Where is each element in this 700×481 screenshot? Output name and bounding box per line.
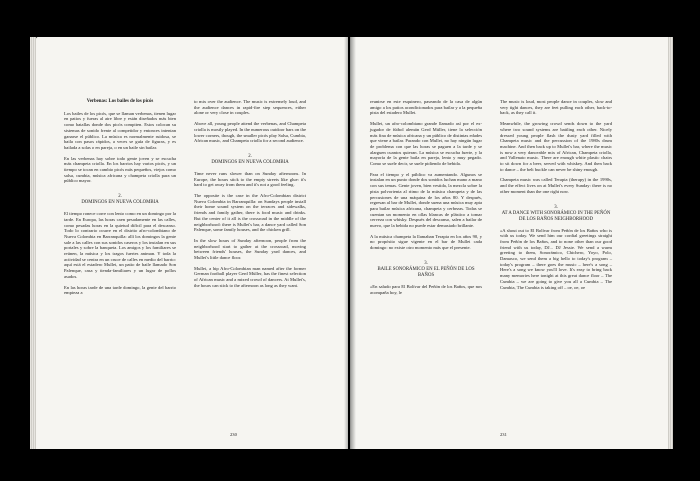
section-heading: 3. AT A DANCE WITH SONORÁMICO IN THE PEÑÓN DE LOS BAÑOS NEIGHBORHOOD [501, 204, 611, 222]
paragraph: Los bailes de los picós, que se llaman verbenas, tienen lugar en patios y fueras al aire libre y están diseñados más bien como batallas donde dos picós compiten. Estos colocan su sistemas de sonido frente al competidor y entonces intentan ganarse el público. La música es normalmente ruidosa, se baila con pasos rápidos, a veces se guía de figuras, y es bailada a solas o en pareja, o en un baile sin bailar. [64, 110, 176, 150]
paragraph: The music is loud, most people dance in couples, slow and very tight dances, they are feet pulling each other, back-to-back, as they call it. [500, 99, 612, 116]
right-page [350, 37, 668, 449]
section-heading: 3. BAILE SONORÁMICO EN EL PEÑÓN DE LOS BAÑOS [377, 260, 475, 278]
right-column-english [500, 99, 612, 295]
paragraph: reunirse en este esquinero, paseando de la casa de algún amigo a los patios acondicionados para bailar y a la pequeña pista del estadero Mullei. [370, 99, 482, 116]
paragraph: In the slow hours of Sunday afternoon, people from the neighborhood start to gather at the crossroad, moving between friends' houses, the Sunday yard dances, and Mullei's little dance floor. [194, 237, 306, 261]
page-number: 230 [230, 432, 237, 437]
paragraph: Mullei, a hip Afro-Colombian man named after the former German football player Gerd Müller, has the finest selection of African music and a mixed crowd of dancers. At Mullei's, the hours can stick to the afternoon as long as they want. [194, 265, 306, 288]
paragraph: Above all, young people attend the verbenas, and Champeta criolla is mostly played. In the numerous outdoor bars on the lower corners, though, the smaller picós play Salsa, Cumbia, African music, and Champeta criolla for a second audience. [194, 121, 306, 144]
section-heading: 2. DOMINGOS EN NUEVA COLOMBIA [81, 194, 159, 206]
paragraph: Champeta music was called Terapia (therapy) in the 1990s, and the effect lives on at Mullei's every Sunday: there is no other moment than the one right now. [500, 177, 612, 194]
paragraph: En las horas tarde de una tarde domingo, la gente del barrio empieza a [64, 284, 176, 296]
paragraph: El tiempo ronece corre con lento como en un domingo por la tarde. En Europa, las horas caen pesadamente en las calles, como pesadas horas en la quietud difícil para el descanso. Todo lo contrario ocurre en el distrito afro-colombiano de Nueva Colombia en Barranquilla: allí los domingos la gente sale a las calles con sus sonidos caseros y los instalan en sus portales y sobre la banqueta. Los amigos y los familiares se reúnen, la música y los tragos fuertes animan. Y toda la actividad se centra en un cruce de calles en medio del barrio: aquí está el estadero Mullei, un patio de baile llamado Son Palenque, casa y tienda-familiares y un lugar de pollos asados. [64, 211, 176, 279]
left-page [36, 37, 348, 449]
book-gutter [344, 37, 356, 449]
page-number: 231 [500, 432, 507, 437]
paragraph: «A shout out to El Bolívar from Peñón de los Baños who is with us today. We send him our cordial greetings straight from Peñón de los Baños, and to none other than our good friend with us today, DJ... DJ Jessie. We send a warm greeting to them, Sonorámico, Chichero, Yoyo, Polo, Damasco, we send them a big hello to today's program – today's program – there goes the music – here's a song – Here's a song we know you'll love. It's easy to bring back many memories here tonight at this great dance floor – The Cumbia – we are going to give you all a Cumbia – The Cumbia, The Cumbia is taking off – oe, oe, oe [500, 227, 612, 290]
left-column-spanish [370, 99, 482, 300]
right-column-english [194, 99, 306, 294]
section-title: Verbenas: Los bailes de los pícós [86, 99, 154, 104]
section-heading: 2. DOMINGOS EN NUEVA COLOMBIA [211, 153, 289, 165]
left-column-spanish [64, 99, 176, 301]
paragraph: En las verbenas hay sobre todo gente joven y se escucha más champeta criolla. En los barrios hay varios picós, y un tiempo se tocan en cambio picós más pequeños, viejos como salsa, cumbia, música africana y champeta criolla para un público mayor. [64, 155, 176, 184]
paragraph: «En saludo para El Bolívar del Peñón de los Baños, que nos acompaña hoy, le [370, 283, 482, 295]
paragraph: Meanwhile, the growing crowd sends down to the yard where two sound systems are battling each other. Nicely dressed young people flash the dusty yard filled with Champeta music and the percussion of the 1980s drum machine. And then back up to Mullei's bar, where the music is now a very danceable mix of African, Champeta criolla, and Vallenato music. There are enough white plastic chairs to sit down for a beer, served with whiskey. And then back to dance – the belt buckle can never be shiny enough. [500, 121, 612, 172]
paragraph: Mullei, un afro-colombiano grande llamado así por el ex-jugador de fútbol alemán Gerd Müller, tiene la selección más fina de música africana y un público de distintas edades que viene a bailar. Parando con Mullei, no hay ningún lugar de problema con que las horas se paguen a la tarde y se alarguen cuantos quieran. La música se escucha fuerte, y la mayoría de la gente baila en pareja, lento y muy pegado. Como se suele decir, se suele pidiendo de bebida. [370, 121, 482, 167]
paragraph: A la música champeta la llamaban Terapia en los años 90, y no propósito sigue vigente en el bar de Mullei cada domingo: no existe otro momento más que el presente. [370, 233, 482, 251]
paragraph: Time never runs slower than on Sunday afternoons. In Europe, the hours stick to the empty streets like glue: it's hard to get away from them and it's not a good feeling. [194, 170, 306, 188]
paragraph: Para el tiempo y el público va aumentando. Algunos se instalan en un punto donde dos sonidos luchan mano a mano con sus temas. Gente joven, bien vestida, la mezcla sobre la pista polvorienta al ritmo de la música champeta y de las percusiones de una máquina de los años 80. Y después, regresan al bar de Mullei, donde suena una música muy apta para bailar música africana, champeta y cerbezas. Todas se cuentan un momento en ollas blancas de plástico a tomar cerveza con whisky. Después del descanso, salen a bailar de nuevo, que la bebida no puede estar demasiado brillante. [370, 171, 482, 229]
paragraph: The opposite is the case in the Afro-Colombian district Nueva Colombia in Barranquilla: on Sundays people install their home sound system on the terraces and sidewalks, friends and family gather, there is food music and drinks. But the center of it all is the crossroad in the middle of the neighborhood: there is Mullei's bar, a dance yard called Son Palenque, some family houses, and the chicken grill. [194, 193, 306, 233]
paragraph: to mix over the audience. The music is extremely loud, and the audience dances in rapid-fire step sequences, either alone or very close in couples. [194, 99, 306, 116]
